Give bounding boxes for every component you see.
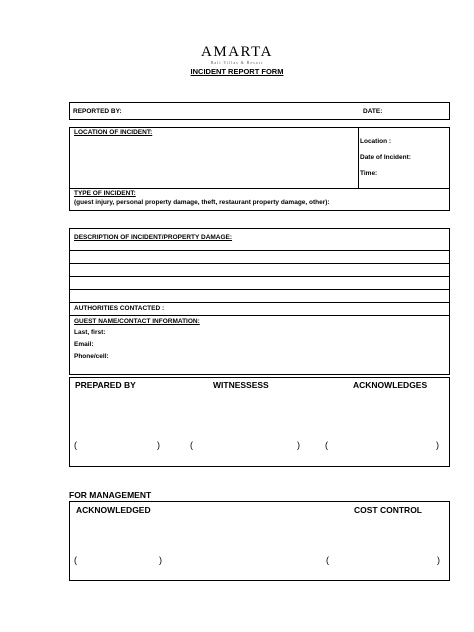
time-label: Time: [360,170,378,177]
reported-by-label: REPORTED BY: [73,108,122,115]
type-of-incident-label: TYPE OF INCIDENT: [74,190,136,197]
acknowledges-open-paren: ( [325,440,328,450]
form-title: INCIDENT REPORT FORM [190,67,284,76]
date-label: DATE: [363,108,383,115]
witness-open-paren: ( [190,440,193,450]
company-logo: AMARTA [201,44,273,60]
description-line-1 [69,250,450,251]
acknowledged-label: ACKNOWLEDGED [76,505,151,515]
type-divider [69,188,450,189]
description-line-4 [69,289,450,290]
witness-close-paren: ) [297,440,300,450]
location-divider [358,127,359,189]
cost-control-label: COST CONTROL [354,505,422,515]
prepared-by-label: PREPARED BY [75,380,136,390]
cost-control-open-paren: ( [326,555,329,565]
location-label: Location : [360,138,392,145]
type-of-incident-examples: (guest injury, personal property damage, theft, restaurant property damage, other): [74,199,330,206]
acknowledged-close-paren: ) [159,555,162,565]
description-label: DESCRIPTION OF INCIDENT/PROPERTY DAMAGE: [74,234,233,241]
for-management-heading: FOR MANAGEMENT [69,490,152,500]
date-of-incident-label: Date of Incident: [360,154,411,161]
authorities-contacted-label: AUTHORITIES CONTACTED : [74,305,165,312]
prepared-open-paren: ( [74,440,77,450]
cost-control-close-paren: ) [437,555,440,565]
description-line-5 [69,302,450,303]
witnesses-label: WITNESSESS [213,380,269,390]
signatures-section [69,377,450,467]
acknowledges-close-paren: ) [436,440,439,450]
acknowledged-open-paren: ( [74,555,77,565]
phone-label: Phone/cell: [74,353,109,360]
location-of-incident-label: LOCATION OF INCIDENT: [74,129,153,136]
prepared-close-paren: ) [157,440,160,450]
email-label: Email: [74,341,94,348]
reported-by-section [69,102,450,120]
authorities-divider [69,315,450,316]
last-first-label: Last, first: [74,329,106,336]
acknowledges-label: ACKNOWLEDGES [353,380,428,390]
company-tagline: Bali Villas & Resort [210,60,264,65]
description-line-3 [69,276,450,277]
guest-info-label: GUEST NAME/CONTACT INFORMATION: [74,318,200,325]
description-line-2 [69,263,450,264]
